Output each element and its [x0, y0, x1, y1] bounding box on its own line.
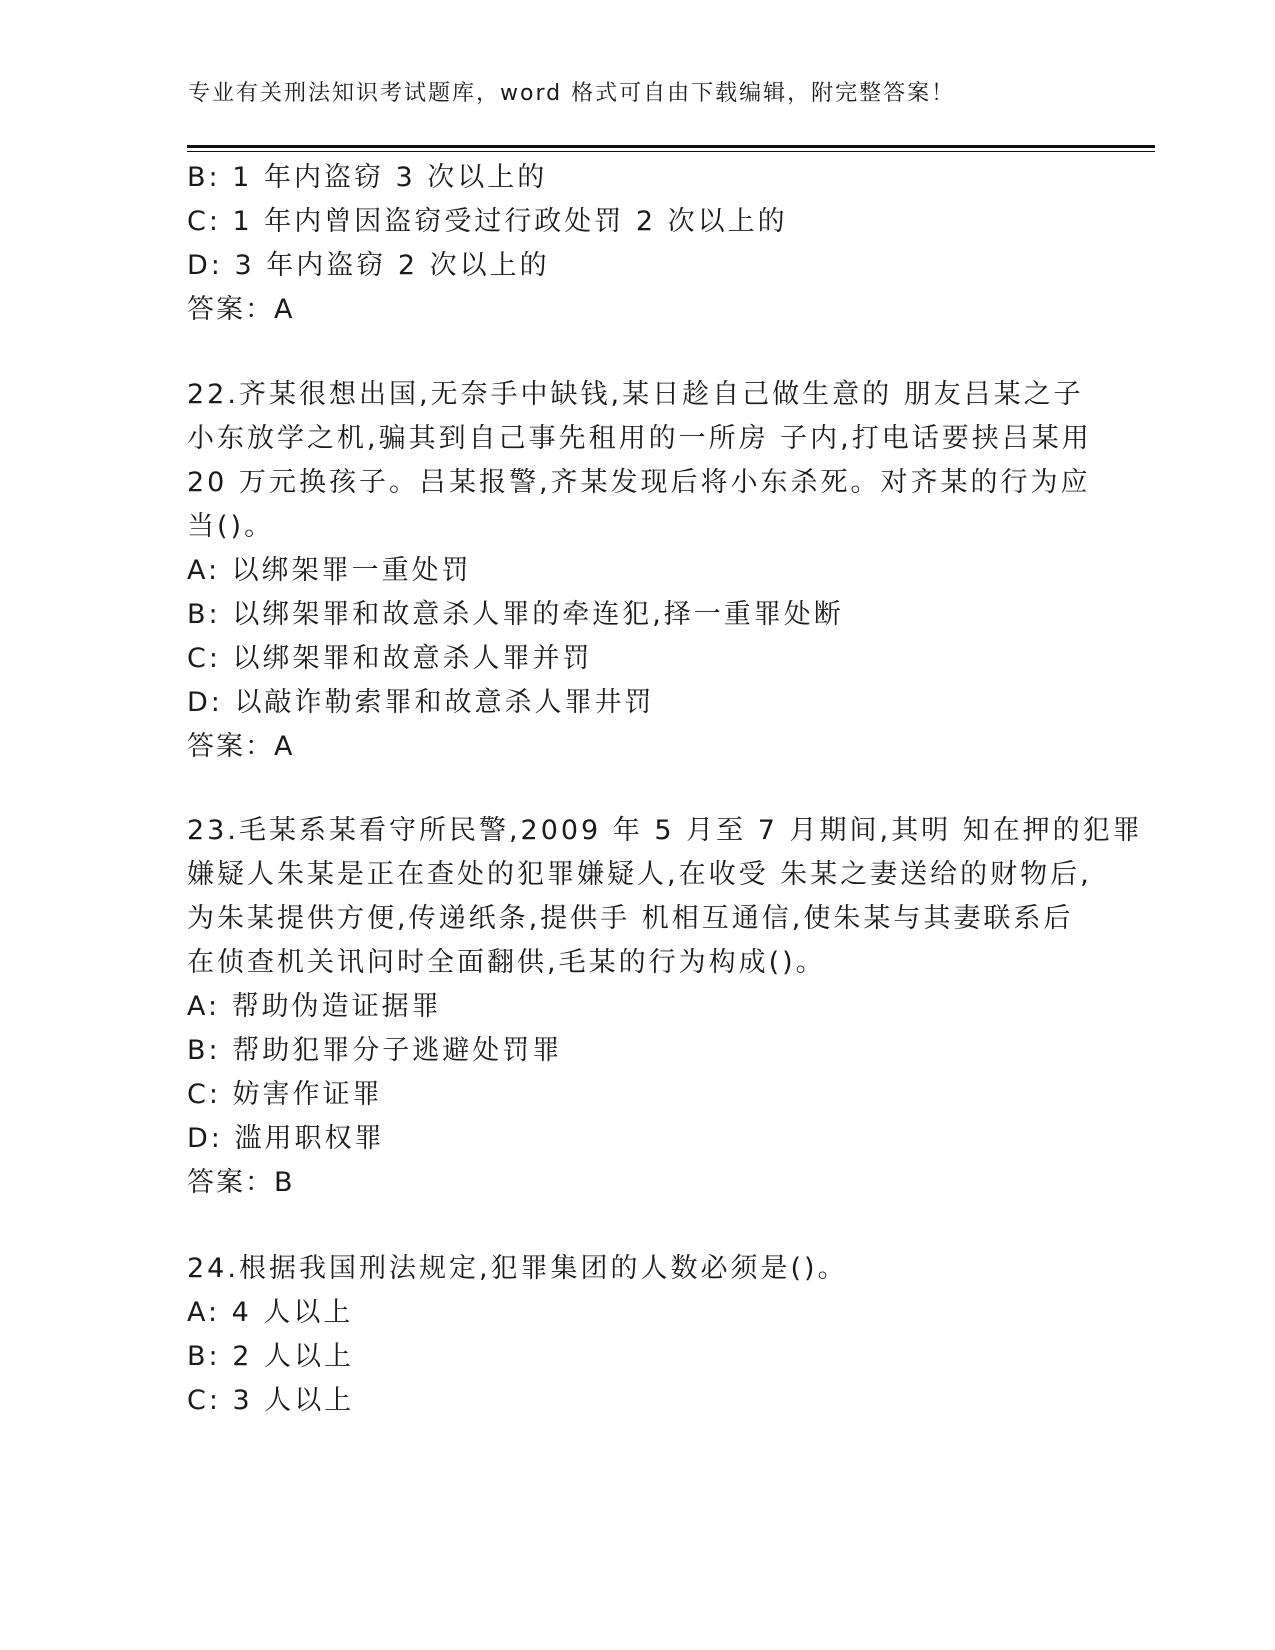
page-header: 专业有关刑法知识考试题库，word 格式可自由下载编辑，附完整答案！: [188, 81, 956, 106]
option-a: A: 4 人以上: [187, 1297, 354, 1328]
question-text: 为朱某提供方便,传递纸条,提供手 机相互通信,使朱某与其妻联系后: [187, 903, 1074, 934]
question-text: 23.毛某系某看守所民警,2009 年 5 月至 7 月期间,其明 知在押的犯罪: [187, 815, 1143, 846]
question-text: 当()。: [187, 511, 275, 542]
answer: 答案：A: [187, 294, 295, 325]
question-text: 20 万元换孩子。吕某报警,齐某发现后将小东杀死。对齐某的行为应: [187, 467, 1091, 498]
option-b: B: 帮助犯罪分子逃避处罚罪: [187, 1035, 563, 1066]
question-text: 在侦查机关讯问时全面翻供,毛某的行为构成()。: [187, 947, 826, 978]
answer: 答案：A: [187, 731, 295, 762]
option-b: B: 1 年内盗窃 3 次以上的: [187, 162, 548, 193]
option-c: C: 妨害作证罪: [187, 1079, 383, 1110]
option-a: A: 以绑架罪一重处罚: [187, 555, 472, 586]
header-rule-thin: [187, 151, 1155, 152]
option-d: D: 以敲诈勒索罪和故意杀人罪井罚: [187, 687, 655, 718]
question-text: 24.根据我国刑法规定,犯罪集团的人数必须是()。: [187, 1253, 848, 1284]
option-d: D: 滥用职权罪: [187, 1123, 385, 1154]
question-text: 22.齐某很想出国,无奈手中缺钱,某日趁自己做生意的 朋友吕某之子: [187, 379, 1084, 410]
option-a: A: 帮助伪造证据罪: [187, 991, 442, 1022]
question-text: 小东放学之机,骗其到自己事先租用的一所房 子内,打电话要挟吕某用: [187, 423, 1092, 454]
option-c: C: 以绑架罪和故意杀人罪并罚: [187, 643, 593, 674]
question-text: 嫌疑人朱某是正在查处的犯罪嫌疑人,在收受 朱某之妻送给的财物后,: [187, 859, 1092, 890]
option-b: B: 以绑架罪和故意杀人罪的牵连犯,择一重罪处断: [187, 599, 844, 630]
option-c: C: 1 年内曾因盗窃受过行政处罚 2 次以上的: [187, 206, 788, 237]
option-b: B: 2 人以上: [187, 1341, 354, 1372]
header-rule-thick: [187, 145, 1155, 148]
option-d: D: 3 年内盗窃 2 次以上的: [187, 250, 550, 281]
option-c: C: 3 人以上: [187, 1385, 355, 1416]
answer: 答案：B: [187, 1167, 295, 1198]
